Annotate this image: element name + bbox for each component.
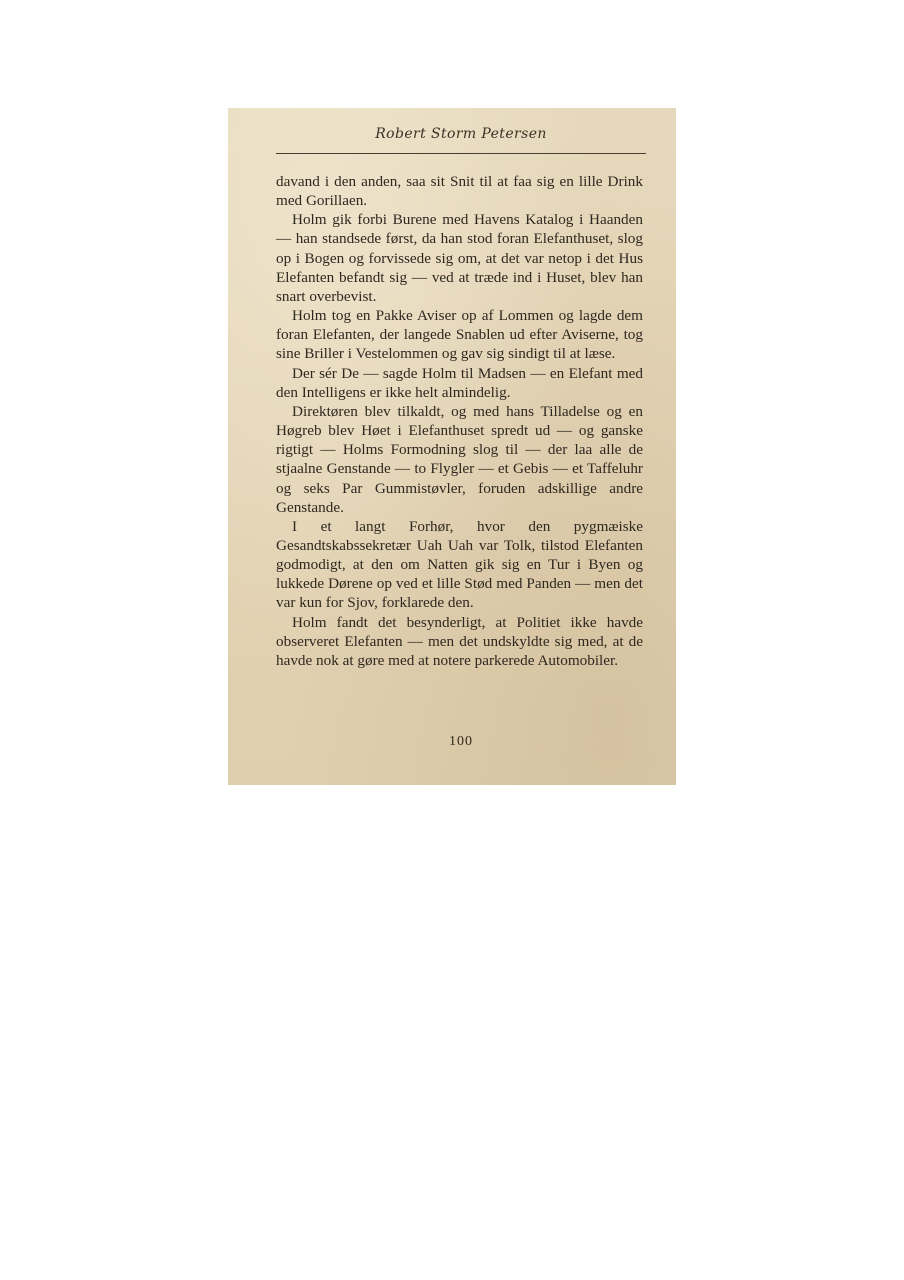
running-head: Robert Storm Petersen bbox=[375, 126, 547, 142]
paragraph: Holm gik forbi Burene med Havens Katalog i Haanden — han standsede først, da han stod foran Elefanthuset, slog op i Bogen og forvissede sig om, at det var netop i det Hus Elefanten befandt sig — ved at træde ind i Huset, blev han snart overbevist. bbox=[276, 211, 643, 305]
paragraph: I et langt Forhør, hvor den pygmæiske Gesandtskabssekretær Uah Uah var Tolk, tilstod Elefanten godmodigt, at den om Natten gik sig en Tur i Byen og lukkede Dørene op ved et lille Stød med Panden — men det var kun for Sjov, forklarede den. bbox=[276, 517, 643, 612]
page-number: 100 bbox=[449, 734, 473, 749]
paragraph: Holm tog en Pakke Aviser op af Lommen og lagde dem foran Elefanten, der langede Snablen ud efter Aviserne, tog sine Briller i Vestelommen og gav sig sindigt til at læse. bbox=[276, 307, 643, 363]
paragraph: Direktøren blev tilkaldt, og med hans Tilladelse og en Høgreb blev Høet i Elefanthuset spredt ud — og ganske rigtigt — Holms Formodning slog til — der laa alle de stjaalne Genstande — to Flygler — et Gebis — et Taffeluhr og seks Par Gummistøvler, foruden adskillige andre Genstande. bbox=[276, 402, 643, 516]
paragraph: Holm fandt det besynderligt, at Politiet ikke havde observeret Elefanten — men det undskyldte sig med, at de havde nok at gøre med at notere parkerede Automobiler. bbox=[276, 613, 643, 669]
header-rule bbox=[276, 153, 646, 154]
body-text bbox=[276, 172, 643, 670]
paragraph: davand i den anden, saa sit Snit til at faa sig en lille Drink med Gorillaen. bbox=[276, 173, 643, 210]
paragraph: Der sér De — sagde Holm til Madsen — en Elefant med den Intelligens er ikke helt almindelig. bbox=[276, 364, 643, 401]
scanned-book-page bbox=[228, 108, 676, 785]
